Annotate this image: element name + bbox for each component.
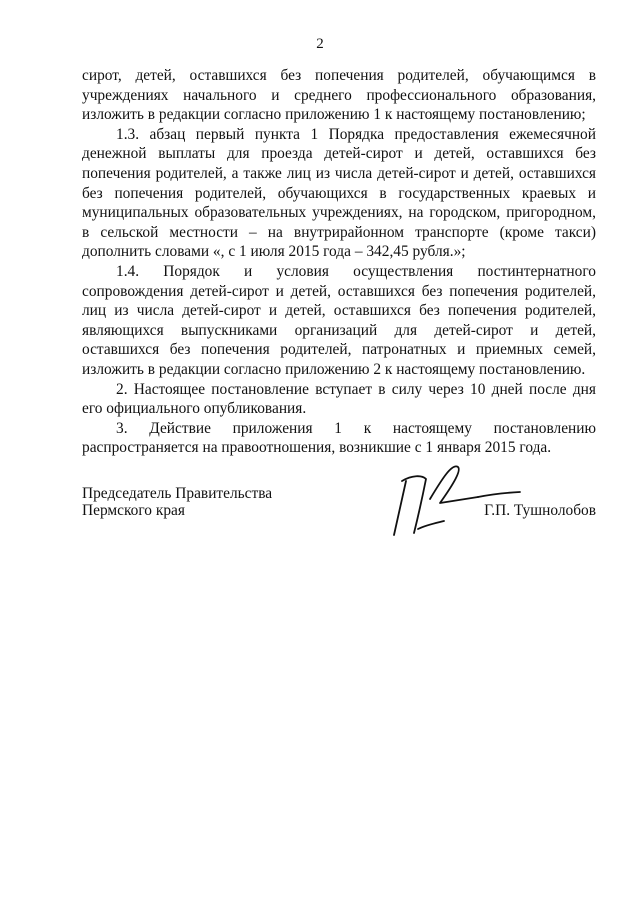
document-body xyxy=(82,66,596,458)
signer-title xyxy=(82,485,272,519)
signature-block xyxy=(82,485,596,545)
paragraph-1-3: 1.3. абзац первый пункта 1 Порядка предоставления ежемесячной денежной выплаты для проезда детей-сирот и детей, оставшихся без попечения родителей, а также лиц из числа детей-сирот и детей, оставшихся без попечения родителей, обучающихся в государственных краевых и муниципальных образовательных учреждениях, на городском, пригородном, в сельской местности – на внутрирайонном транспорте (кроме такси) дополнить словами «, с 1 июля 2015 года – 342,45 рубля.»; xyxy=(82,125,596,261)
signer-title-line-2: Пермского края xyxy=(82,502,185,519)
paragraph-3: 3. Действие приложения 1 к настоящему постановлению распространяется на правоотношения, возникшие с 1 января 2015 года. xyxy=(82,419,596,457)
signer-title-line-1: Председатель Правительства xyxy=(82,485,273,502)
paragraph-2: 2. Настоящее постановление вступает в силу через 10 дней после дня его официального опубликования. xyxy=(82,380,596,418)
paragraph-continuation: сирот, детей, оставшихся без попечения родителей, обучающимся в учреждениях начального и среднего профессионального образования, изложить в редакции согласно приложению 1 к настоящему постановлению; xyxy=(82,67,596,124)
page-number: 2 xyxy=(316,36,324,52)
paragraph-1-4: 1.4. Порядок и условия осуществления постинтернатного сопровождения детей-сирот и детей, оставшихся без попечения родителей, лиц из числа детей-сирот и детей, оставшихся без попечения родителей, являющихся выпускниками организаций для детей-сирот и детей, оставшихся без попечения родителей, патронатных и приемных семей, изложить в редакции согласно приложению 2 к настоящему постановлению. xyxy=(82,262,596,378)
signer-name: Г.П. Тушнолобов xyxy=(484,502,596,519)
handwritten-signature xyxy=(392,459,522,539)
